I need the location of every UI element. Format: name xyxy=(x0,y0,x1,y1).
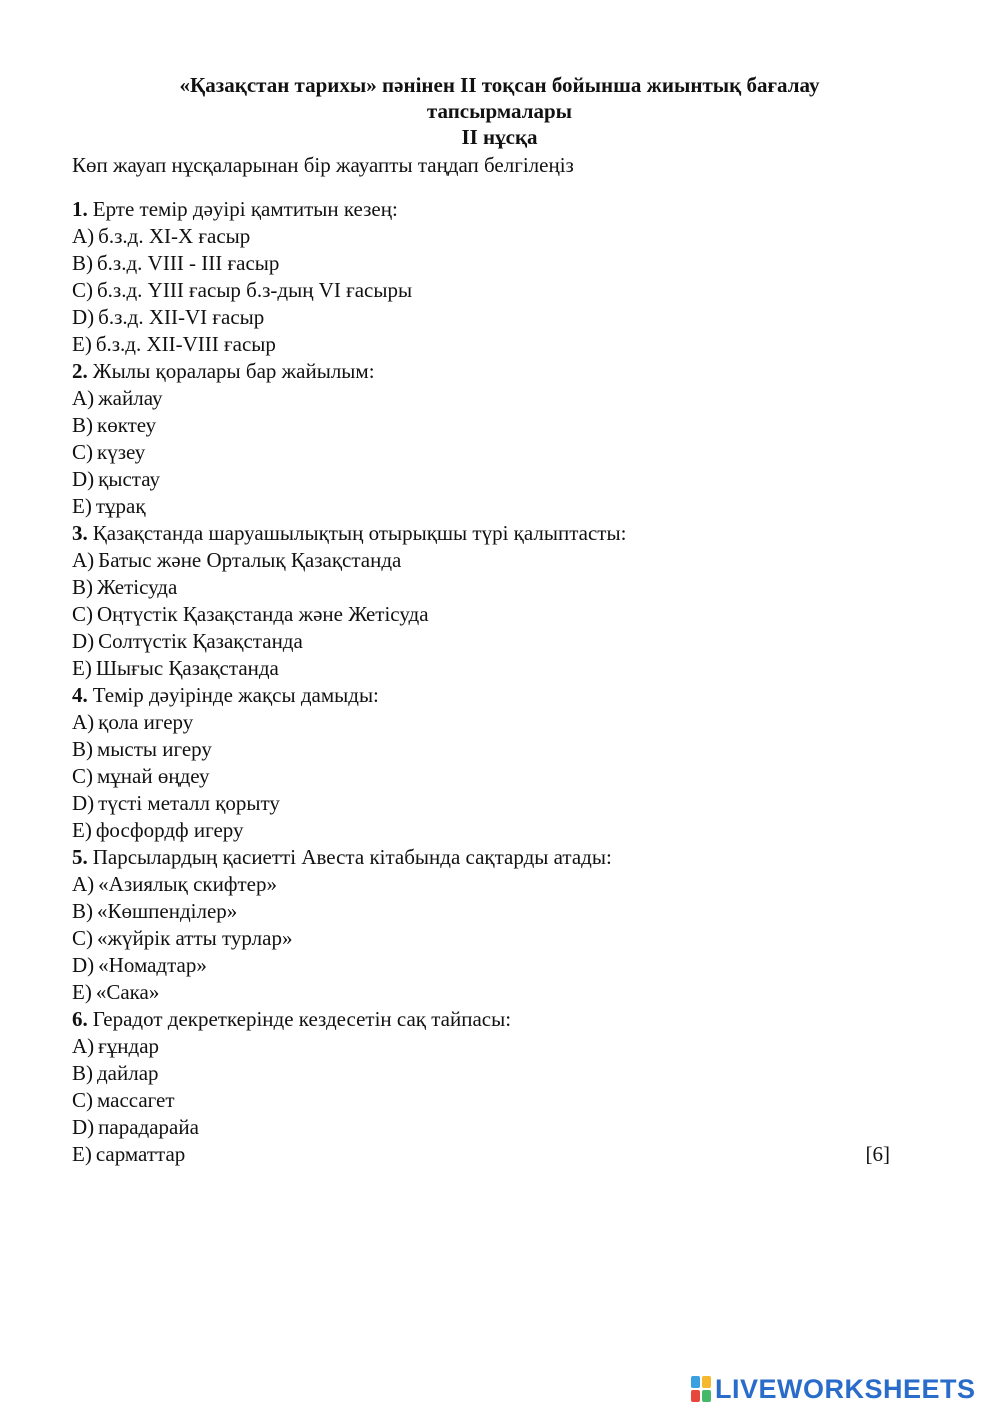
option-letter: D) xyxy=(72,467,95,491)
option-text: «жүйрік атты турлар» xyxy=(97,926,293,950)
option-text: парадарайа xyxy=(98,1115,199,1139)
answer-option[interactable] xyxy=(72,655,902,682)
option-text: «Сака» xyxy=(95,980,160,1004)
option-letter: E) xyxy=(72,494,92,518)
option-text: «Номадтар» xyxy=(98,953,207,977)
option-letter: B) xyxy=(72,1061,93,1085)
option-text: сарматтар xyxy=(95,1142,186,1166)
answer-option[interactable] xyxy=(72,277,902,304)
answer-option[interactable] xyxy=(72,817,902,844)
option-text: фосфордф игеру xyxy=(95,818,244,842)
answer-option[interactable] xyxy=(72,304,902,331)
answer-option[interactable] xyxy=(72,898,902,925)
option-text: «Азиялық скифтер» xyxy=(98,872,277,896)
option-letter: E) xyxy=(72,980,92,1004)
answer-option[interactable] xyxy=(72,574,902,601)
answer-option[interactable] xyxy=(72,439,902,466)
option-letter: A) xyxy=(72,1034,95,1058)
answer-option[interactable] xyxy=(72,1141,902,1168)
option-text: қола игеру xyxy=(98,710,194,734)
option-text: күзеу xyxy=(97,440,146,464)
question-text: Жылы қоралары бар жайылым: xyxy=(92,359,375,383)
answer-option[interactable] xyxy=(72,466,902,493)
question-number: 6. xyxy=(72,1007,88,1031)
question-5 xyxy=(72,844,902,871)
instruction-text: Көп жауап нұсқаларынан бір жауапты таңдап белгілеңіз xyxy=(72,153,574,177)
question-3 xyxy=(72,520,902,547)
answer-option[interactable] xyxy=(72,709,902,736)
answer-option[interactable] xyxy=(72,223,902,250)
answer-option[interactable] xyxy=(72,871,902,898)
option-letter: D) xyxy=(72,1115,95,1139)
option-letter: A) xyxy=(72,386,95,410)
option-text: жайлау xyxy=(98,386,163,410)
option-letter: D) xyxy=(72,305,95,329)
question-number: 5. xyxy=(72,845,88,869)
option-text: б.з.д. XII-VIII ғасыр xyxy=(95,332,276,356)
variant-title: II нұсқа xyxy=(461,125,538,149)
option-letter: A) xyxy=(72,548,95,572)
option-text: қыстау xyxy=(98,467,160,491)
option-letter: D) xyxy=(72,791,95,815)
option-letter: A) xyxy=(72,872,95,896)
liveworksheets-logo xyxy=(691,1374,976,1404)
question-text: Қазақстанда шаруашылықтың отырықшы түрі қалыптасты: xyxy=(92,521,627,545)
option-text: ғұндар xyxy=(98,1034,160,1058)
answer-option[interactable] xyxy=(72,1033,902,1060)
option-text: «Көшпенділер» xyxy=(97,899,238,923)
option-text: б.з.д. ҮIII ғасыр б.з-дың VI ғасыры xyxy=(97,278,413,302)
answer-option[interactable] xyxy=(72,493,902,520)
option-letter: E) xyxy=(72,818,92,842)
option-text: б.з.д. XI-X ғасыр xyxy=(98,224,251,248)
option-letter: B) xyxy=(72,251,93,275)
answer-option[interactable] xyxy=(72,385,902,412)
answer-option[interactable] xyxy=(72,1114,902,1141)
question-text: Герадот декреткерінде кездесетін сақ тайпасы: xyxy=(92,1007,512,1031)
option-letter: C) xyxy=(72,926,93,950)
option-letter: C) xyxy=(72,278,93,302)
option-letter: B) xyxy=(72,575,93,599)
logo-text: LIVEWORKSHEETS xyxy=(715,1373,976,1404)
option-text: түсті металл қорыту xyxy=(98,791,280,815)
option-letter: B) xyxy=(72,413,93,437)
answer-option[interactable] xyxy=(72,1060,902,1087)
option-text: тұрақ xyxy=(95,494,146,518)
page-title-line-2: тапсырмалары xyxy=(426,99,573,123)
option-text: Батыс және Орталық Қазақстанда xyxy=(98,548,402,572)
option-letter: C) xyxy=(72,764,93,788)
option-letter: C) xyxy=(72,440,93,464)
question-text: Темір дәуірінде жақсы дамыды: xyxy=(92,683,379,707)
option-text: б.з.д. XII-VI ғасыр xyxy=(98,305,265,329)
answer-option[interactable] xyxy=(72,763,902,790)
question-number: 2. xyxy=(72,359,88,383)
answer-option[interactable] xyxy=(72,979,902,1006)
question-text: Парсылардың қасиетті Авеста кітабында сақтарды атады: xyxy=(92,845,612,869)
option-letter: E) xyxy=(72,332,92,356)
answer-option[interactable] xyxy=(72,925,902,952)
question-6 xyxy=(72,1006,902,1033)
option-text: мысты игеру xyxy=(97,737,212,761)
option-text: Жетісуда xyxy=(97,575,178,599)
answer-option[interactable] xyxy=(72,1087,902,1114)
option-text: Шығыс Қазақстанда xyxy=(95,656,279,680)
option-letter: B) xyxy=(72,737,93,761)
question-4 xyxy=(72,682,902,709)
option-letter: B) xyxy=(72,899,93,923)
question-number: 1. xyxy=(72,197,88,221)
option-text: көктеу xyxy=(97,413,157,437)
option-letter: C) xyxy=(72,602,93,626)
page-title-line-1: «Қазақстан тарихы» пәнінен II тоқсан бойынша жиынтық бағалау xyxy=(179,73,820,97)
answer-option[interactable] xyxy=(72,790,902,817)
option-letter: E) xyxy=(72,1142,92,1166)
answer-option[interactable] xyxy=(72,331,902,358)
question-text: Ерте темір дәуірі қамтитын кезең: xyxy=(92,197,398,221)
answer-option[interactable] xyxy=(72,412,902,439)
answer-option[interactable] xyxy=(72,250,902,277)
answer-option[interactable] xyxy=(72,628,902,655)
option-letter: D) xyxy=(72,953,95,977)
quiz-list xyxy=(72,196,902,1168)
option-letter: E) xyxy=(72,656,92,680)
question-number: 3. xyxy=(72,521,88,545)
option-text: дайлар xyxy=(97,1061,159,1085)
option-text: массагет xyxy=(97,1088,175,1112)
option-letter: A) xyxy=(72,710,95,734)
answer-option[interactable] xyxy=(72,601,902,628)
option-text: б.з.д. VIII - III ғасыр xyxy=(97,251,280,275)
liveworksheets-logo-icon xyxy=(691,1376,711,1402)
option-letter: C) xyxy=(72,1088,93,1112)
answer-option[interactable] xyxy=(72,736,902,763)
score-marker: [6] xyxy=(865,1142,890,1166)
option-letter: D) xyxy=(72,629,95,653)
option-text: Солтүстік Қазақстанда xyxy=(98,629,303,653)
answer-option[interactable] xyxy=(72,952,902,979)
question-1 xyxy=(72,196,902,223)
question-2 xyxy=(72,358,902,385)
option-letter: A) xyxy=(72,224,95,248)
option-text: мұнай өңдеу xyxy=(97,764,210,788)
option-text: Оңтүстік Қазақстанда және Жетісуда xyxy=(97,602,429,626)
answer-option[interactable] xyxy=(72,547,902,574)
question-number: 4. xyxy=(72,683,88,707)
